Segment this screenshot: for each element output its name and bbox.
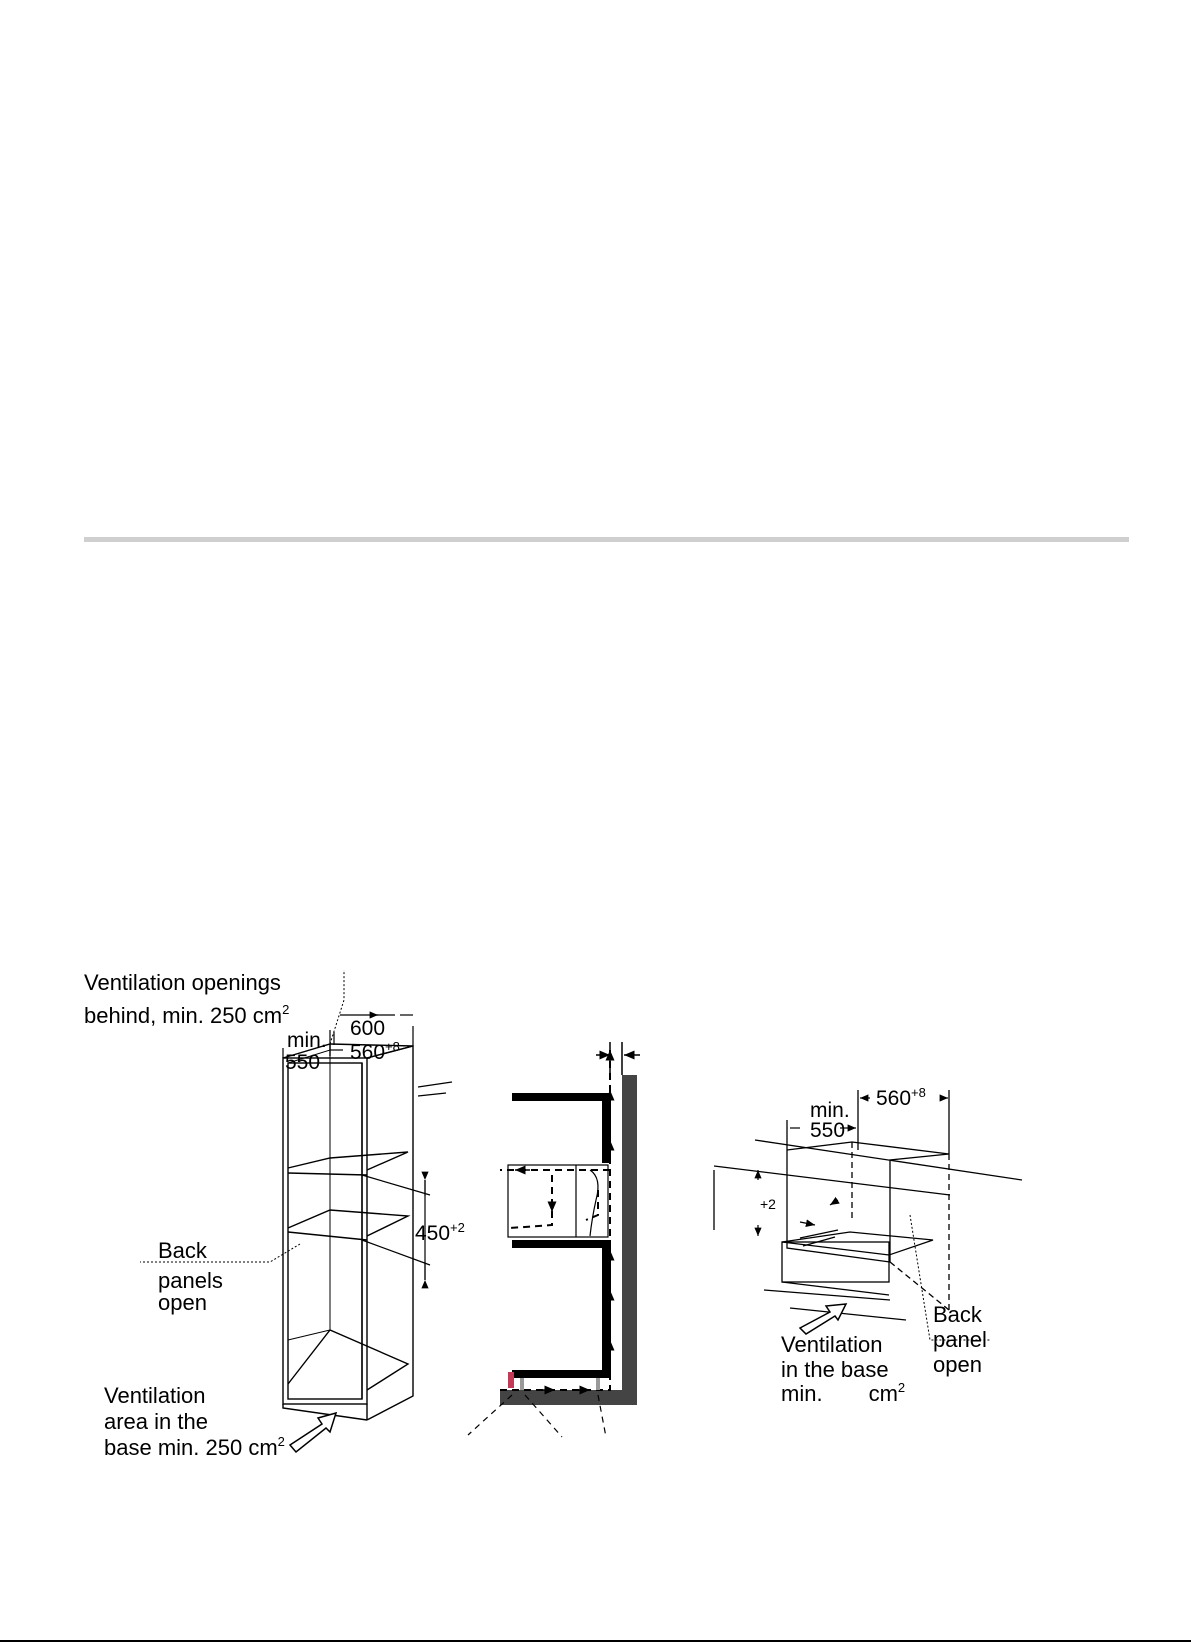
vent-area-label-line1: Ventilation — [104, 1383, 206, 1408]
section-drawing — [468, 1042, 640, 1437]
vent-base-label-line1: Ventilation — [781, 1332, 883, 1357]
back-panels-label-line2: panels — [158, 1268, 223, 1293]
vent-openings-label-line2: behind, min. 250 $cm^2$ — [84, 1002, 290, 1028]
vent-arrow-right — [800, 1304, 846, 1334]
dim-550-left: 550 — [285, 1051, 321, 1074]
dim-plus2: +2 — [760, 1196, 776, 1212]
vent-area-label-line3: base min. 250 $cm^2$ — [104, 1434, 285, 1460]
dim-560-right: $560^{+8}$ — [876, 1085, 926, 1110]
vent-openings-label-line1: Ventilation openings — [84, 970, 281, 995]
dim-450: $450^{+2}$ — [415, 1220, 465, 1245]
back-panel-label-line3: open — [933, 1352, 982, 1377]
dim-min-left: min. — [287, 1029, 327, 1052]
dim-560-left: $560^{+8}$ — [350, 1039, 400, 1064]
dim-550-right: 550 — [810, 1119, 846, 1142]
vent-arrow-left — [290, 1413, 336, 1452]
back-panel-label-line1: Back — [933, 1302, 982, 1327]
vent-base-label-line3: min. $cm^2$ — [781, 1380, 906, 1406]
vent-area-label-line2: area in the — [104, 1409, 208, 1434]
dim-600: 600 — [350, 1017, 386, 1040]
page-bottom-edge — [0, 1640, 1191, 1642]
back-panels-label-line3: open — [158, 1290, 207, 1315]
dim-min-right: min. — [810, 1099, 850, 1122]
back-panels-label-line1: Back — [158, 1238, 207, 1263]
back-panel-label-line2: panel — [933, 1327, 987, 1352]
vent-base-label-line2: in the base — [781, 1357, 889, 1382]
